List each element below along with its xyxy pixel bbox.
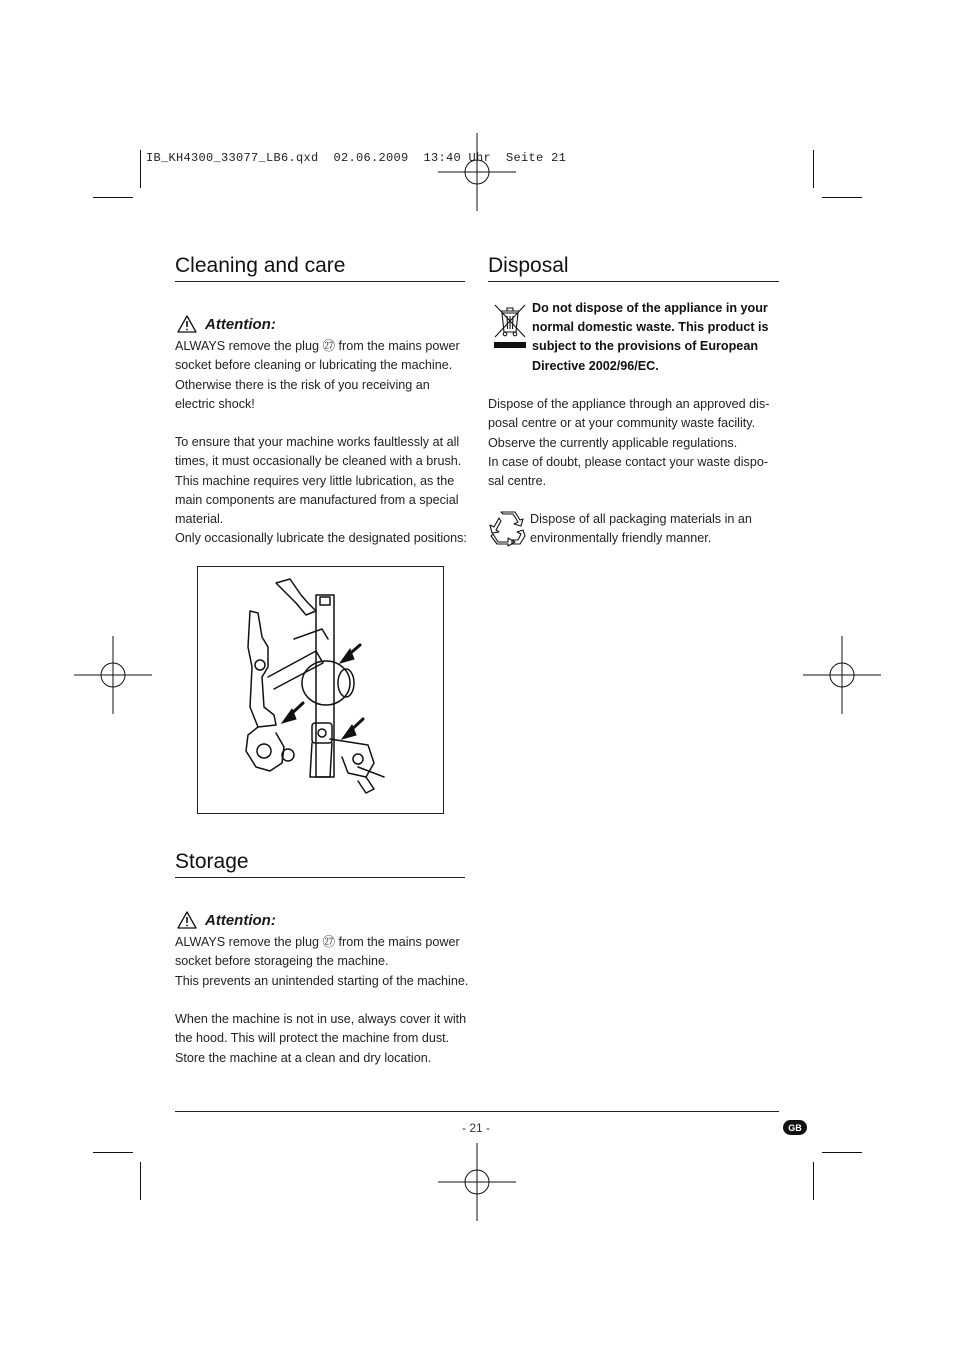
storage-attention xyxy=(177,911,276,929)
language-badge: GB xyxy=(783,1120,807,1135)
cleaning-attention xyxy=(177,315,276,333)
sewing-machine-mechanism-illustration xyxy=(198,567,443,813)
text-line: main components are manufactured from a special xyxy=(175,492,459,507)
storage-title-rule xyxy=(175,877,465,878)
text-line: Otherwise there is the risk of you receiving an xyxy=(175,377,430,392)
crop-mark xyxy=(813,150,814,188)
text-line: times, it must occasionally be cleaned with a brush. xyxy=(175,454,462,469)
registration-mark-icon xyxy=(74,636,152,714)
warning-triangle-icon xyxy=(177,911,197,929)
registration-mark-icon xyxy=(438,133,516,211)
lubrication-figure xyxy=(197,566,444,814)
disposal-title: Disposal xyxy=(488,254,569,277)
text-line: Observe the currently applicable regulations. xyxy=(488,435,738,450)
text-line: normal domestic waste. This product is xyxy=(532,320,769,335)
text-line: the hood. This will protect the machine from dust. xyxy=(175,1031,450,1046)
crop-mark xyxy=(813,1162,814,1200)
text-line: To ensure that your machine works faultlessly at all xyxy=(175,435,460,449)
recycle-icon xyxy=(489,510,527,548)
text-line: environmentally friendly manner. xyxy=(530,531,712,546)
cleaning-title-rule xyxy=(175,281,465,282)
page-number: - 21 - xyxy=(462,1121,491,1135)
crossed-out-bin-icon xyxy=(492,302,528,350)
text-line: electric shock! xyxy=(175,396,255,411)
storage-title: Storage xyxy=(175,850,249,873)
attention-label: Attention: xyxy=(205,911,276,929)
attention-label: Attention: xyxy=(205,315,276,333)
cleaning-body-text xyxy=(175,433,470,549)
text-line: Directive 2002/96/EC. xyxy=(532,358,659,373)
warning-triangle-icon xyxy=(177,315,197,333)
text-line: Only occasionally lubricate the designated positions: xyxy=(175,531,467,546)
text-line: socket before storageing the machine. xyxy=(175,954,389,969)
text-line: ALWAYS remove the plug ㉗ from the mains power xyxy=(175,935,460,949)
text-line: Dispose of all packaging materials in an xyxy=(530,512,752,526)
crop-mark xyxy=(93,197,133,198)
weee-notice-text xyxy=(532,299,782,376)
text-line: ALWAYS remove the plug ㉗ from the mains power xyxy=(175,339,460,353)
cleaning-title: Cleaning and care xyxy=(175,254,346,277)
crop-mark xyxy=(822,1152,862,1153)
text-line: posal centre or at your community waste facility. xyxy=(488,416,756,431)
registration-mark-icon xyxy=(438,1143,516,1221)
text-line: Do not dispose of the appliance in your xyxy=(532,301,768,315)
registration-mark-icon xyxy=(803,636,881,714)
footer-rule xyxy=(175,1111,779,1112)
print-slug: IB_KH4300_33077_LB6.qxd 02.06.2009 13:40 Uhr Seite 21 xyxy=(146,151,567,165)
crop-mark xyxy=(93,1152,133,1153)
text-line: This machine requires very little lubrication, as the xyxy=(175,473,455,488)
storage-body-text xyxy=(175,1010,470,1068)
text-line: subject to the provisions of European xyxy=(532,339,759,354)
text-line: In case of doubt, please contact your waste dispo- xyxy=(488,454,769,469)
crop-mark xyxy=(822,197,862,198)
disposal-body-text xyxy=(488,395,783,491)
crop-mark xyxy=(140,1162,141,1200)
text-line: socket before cleaning or lubricating the machine. xyxy=(175,358,453,373)
text-line: Store the machine at a clean and dry location. xyxy=(175,1050,432,1065)
text-line: Dispose of the appliance through an approved dis- xyxy=(488,397,770,411)
text-line: When the machine is not in use, always cover it with xyxy=(175,1012,467,1026)
disposal-title-rule xyxy=(488,281,779,282)
text-line: sal centre. xyxy=(488,474,547,489)
text-line: material. xyxy=(175,512,224,527)
recycle-text xyxy=(530,510,780,549)
cleaning-warning-text xyxy=(175,337,470,414)
storage-warning-text xyxy=(175,933,470,991)
text-line: This prevents an unintended starting of the machine. xyxy=(175,973,469,988)
crop-mark xyxy=(140,150,141,188)
